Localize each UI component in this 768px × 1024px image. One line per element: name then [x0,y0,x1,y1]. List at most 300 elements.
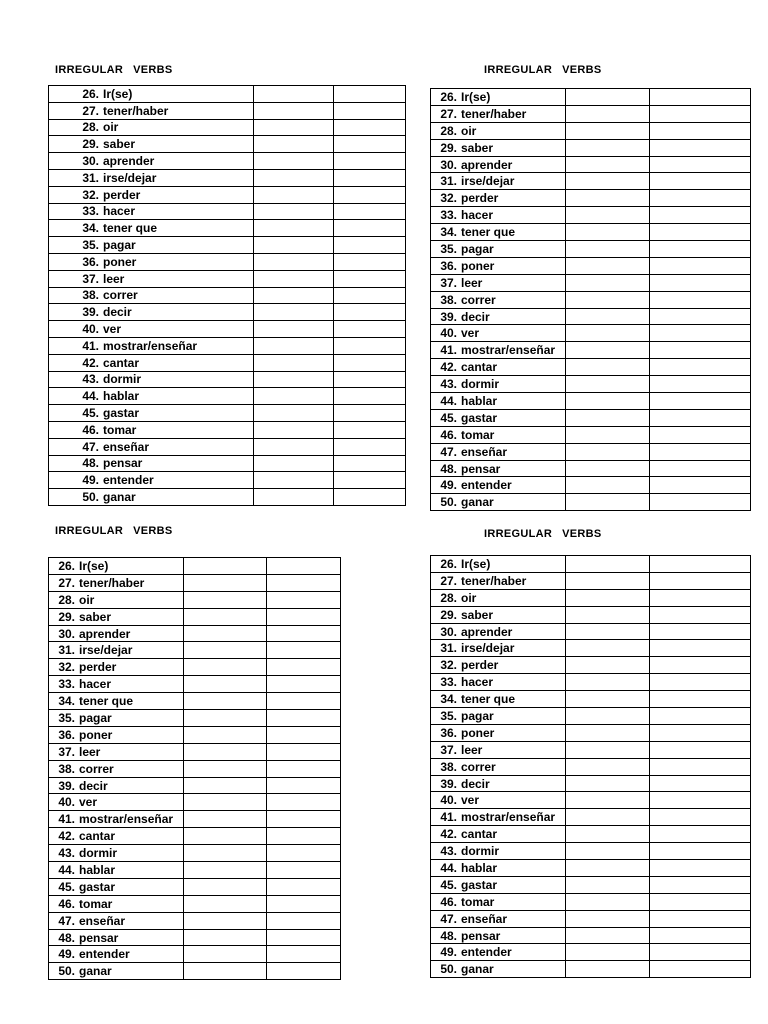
verb-label: decir [79,778,108,793]
verb-label: dormir [79,846,118,861]
verb-number: 41. [440,343,457,358]
answer-cell-2[interactable] [650,359,751,376]
answer-cell-2[interactable] [334,119,406,136]
answer-cell-1[interactable] [254,153,334,170]
answer-cell-1[interactable] [566,691,650,708]
verb-label: cantar [79,829,116,844]
answer-cell-1[interactable] [566,291,650,308]
answer-cell-2[interactable] [650,376,751,393]
verb-row [49,86,406,103]
answer-cell-2[interactable] [650,173,751,190]
answer-cell-2[interactable] [267,777,341,794]
verb-cell [431,477,566,494]
verb-cell [49,371,254,388]
verb-number: 36. [58,727,75,742]
answer-cell-1[interactable] [254,321,334,338]
answer-cell-2[interactable] [267,726,341,743]
verb-label: pensar [79,930,119,945]
answer-cell-2[interactable] [334,472,406,489]
verb-cell [49,574,184,591]
verb-row [431,241,751,258]
answer-cell-2[interactable] [334,169,406,186]
answer-cell-1[interactable] [184,676,267,693]
verb-row [49,220,406,237]
verb-number: 29. [82,137,99,152]
verb-label: leer [461,275,483,290]
answer-cell-1[interactable] [566,207,650,224]
answer-cell-1[interactable] [566,944,650,961]
answer-cell-2[interactable] [650,724,751,741]
answer-cell-2[interactable] [650,494,751,511]
verb-label: pensar [103,456,143,471]
answer-cell-2[interactable] [650,426,751,443]
answer-cell-2[interactable] [267,710,341,727]
answer-cell-1[interactable] [566,708,650,725]
verb-label: Ir(se) [79,558,109,573]
answer-cell-2[interactable] [334,489,406,506]
answer-cell-1[interactable] [184,591,267,608]
verb-label: saber [461,607,494,622]
answer-cell-1[interactable] [566,826,650,843]
answer-cell-1[interactable] [566,843,650,860]
answer-cell-1[interactable] [254,455,334,472]
verb-label: ver [79,795,98,810]
answer-cell-1[interactable] [566,105,650,122]
verb-number: 45. [440,877,457,892]
answer-cell-1[interactable] [184,929,267,946]
answer-cell-1[interactable] [566,775,650,792]
answer-cell-2[interactable] [650,640,751,657]
verb-label: mostrar/enseñar [461,343,556,358]
answer-cell-2[interactable] [650,809,751,826]
answer-cell-1[interactable] [184,558,267,575]
answer-cell-1[interactable] [254,203,334,220]
verb-cell [49,86,254,103]
answer-cell-1[interactable] [566,308,650,325]
answer-cell-1[interactable] [566,606,650,623]
answer-cell-2[interactable] [650,826,751,843]
answer-cell-1[interactable] [254,186,334,203]
answer-cell-2[interactable] [334,455,406,472]
verb-number: 40. [440,793,457,808]
answer-cell-2[interactable] [650,342,751,359]
answer-cell-1[interactable] [566,893,650,910]
answer-cell-1[interactable] [184,878,267,895]
verb-row [49,354,406,371]
verb-cell [49,169,254,186]
verb-label: decir [461,776,490,791]
answer-cell-1[interactable] [566,961,650,978]
answer-cell-1[interactable] [566,640,650,657]
verb-label: poner [461,258,495,273]
answer-cell-1[interactable] [566,173,650,190]
answer-cell-2[interactable] [334,253,406,270]
answer-cell-1[interactable] [566,860,650,877]
answer-cell-1[interactable] [184,608,267,625]
verb-label: gastar [103,406,140,421]
answer-cell-1[interactable] [566,623,650,640]
answer-cell-1[interactable] [254,438,334,455]
answer-cell-2[interactable] [334,270,406,287]
answer-cell-1[interactable] [254,136,334,153]
answer-cell-1[interactable] [184,642,267,659]
verb-cell [49,625,184,642]
answer-cell-1[interactable] [566,556,650,573]
answer-cell-2[interactable] [334,438,406,455]
answer-cell-1[interactable] [254,253,334,270]
verb-row [431,792,751,809]
verb-cell [49,287,254,304]
answer-cell-2[interactable] [334,337,406,354]
answer-cell-2[interactable] [267,946,341,963]
answer-cell-1[interactable] [184,659,267,676]
answer-cell-1[interactable] [566,325,650,342]
verb-row [431,426,751,443]
answer-cell-1[interactable] [566,426,650,443]
verb-row [49,472,406,489]
verb-number: 50. [82,490,99,505]
answer-cell-1[interactable] [566,910,650,927]
answer-cell-1[interactable] [184,794,267,811]
answer-cell-2[interactable] [650,792,751,809]
verb-number: 30. [58,626,75,641]
verb-number: 31. [440,174,457,189]
answer-cell-2[interactable] [334,321,406,338]
answer-cell-2[interactable] [334,136,406,153]
answer-cell-1[interactable] [566,758,650,775]
answer-cell-2[interactable] [650,89,751,106]
answer-cell-1[interactable] [254,304,334,321]
verb-label: gastar [461,877,498,892]
answer-cell-2[interactable] [650,893,751,910]
answer-cell-2[interactable] [650,572,751,589]
answer-cell-2[interactable] [650,139,751,156]
verb-cell [49,421,254,438]
verb-number: 37. [440,275,457,290]
answer-cell-2[interactable] [650,460,751,477]
answer-cell-2[interactable] [650,274,751,291]
answer-cell-1[interactable] [184,811,267,828]
answer-cell-1[interactable] [566,927,650,944]
verb-label: tomar [79,896,113,911]
answer-cell-2[interactable] [267,912,341,929]
answer-cell-1[interactable] [184,862,267,879]
answer-cell-1[interactable] [566,359,650,376]
answer-cell-2[interactable] [650,409,751,426]
answer-cell-1[interactable] [566,393,650,410]
answer-cell-2[interactable] [650,308,751,325]
verb-row [49,726,341,743]
answer-cell-1[interactable] [184,760,267,777]
answer-cell-2[interactable] [650,589,751,606]
answer-cell-2[interactable] [650,758,751,775]
verb-label: Ir(se) [461,89,491,104]
answer-cell-1[interactable] [566,876,650,893]
answer-cell-1[interactable] [566,809,650,826]
answer-cell-2[interactable] [650,623,751,640]
answer-cell-2[interactable] [650,207,751,224]
answer-cell-1[interactable] [184,625,267,642]
verb-number: 33. [58,677,75,692]
verb-number: 33. [82,204,99,219]
answer-cell-1[interactable] [566,657,650,674]
verb-number: 40. [440,326,457,341]
verb-row [49,777,341,794]
answer-cell-1[interactable] [254,472,334,489]
answer-cell-1[interactable] [254,371,334,388]
verb-label: correr [79,761,114,776]
verb-label: tener que [461,225,516,240]
answer-cell-2[interactable] [650,241,751,258]
answer-cell-2[interactable] [650,674,751,691]
verb-cell [49,558,184,575]
answer-cell-1[interactable] [566,494,650,511]
answer-cell-2[interactable] [650,708,751,725]
answer-cell-1[interactable] [566,589,650,606]
answer-cell-2[interactable] [267,642,341,659]
answer-cell-2[interactable] [650,190,751,207]
answer-cell-2[interactable] [334,371,406,388]
answer-cell-2[interactable] [650,961,751,978]
answer-cell-1[interactable] [254,119,334,136]
answer-cell-1[interactable] [254,405,334,422]
answer-cell-2[interactable] [334,237,406,254]
verb-number: 47. [58,913,75,928]
answer-cell-2[interactable] [334,86,406,103]
answer-cell-1[interactable] [566,741,650,758]
answer-cell-2[interactable] [334,304,406,321]
verb-row [431,741,751,758]
answer-cell-2[interactable] [267,794,341,811]
answer-cell-2[interactable] [267,929,341,946]
verb-label: hablar [461,860,498,875]
answer-cell-2[interactable] [267,845,341,862]
verb-cell [431,961,566,978]
answer-cell-1[interactable] [184,743,267,760]
verb-row [49,659,341,676]
answer-cell-1[interactable] [254,237,334,254]
answer-cell-2[interactable] [267,676,341,693]
answer-cell-1[interactable] [184,777,267,794]
verb-row [49,946,341,963]
answer-cell-1[interactable] [566,376,650,393]
verb-label: oir [103,120,119,135]
answer-cell-2[interactable] [650,927,751,944]
verb-row [431,443,751,460]
answer-cell-2[interactable] [650,122,751,139]
answer-cell-2[interactable] [267,862,341,879]
verb-number: 39. [58,778,75,793]
answer-cell-2[interactable] [334,287,406,304]
answer-cell-1[interactable] [566,89,650,106]
answer-cell-2[interactable] [650,443,751,460]
answer-cell-1[interactable] [254,354,334,371]
verb-number: 47. [440,911,457,926]
answer-cell-1[interactable] [184,574,267,591]
verb-row [431,691,751,708]
answer-cell-1[interactable] [254,102,334,119]
verb-label: correr [461,759,496,774]
answer-cell-2[interactable] [334,220,406,237]
answer-cell-1[interactable] [566,792,650,809]
answer-cell-1[interactable] [566,724,650,741]
answer-cell-2[interactable] [334,102,406,119]
answer-cell-2[interactable] [334,354,406,371]
answer-cell-1[interactable] [566,477,650,494]
verb-label: ganar [103,490,136,505]
verb-label: poner [103,254,137,269]
answer-cell-2[interactable] [334,388,406,405]
answer-cell-1[interactable] [254,421,334,438]
answer-cell-2[interactable] [267,591,341,608]
answer-cell-2[interactable] [267,895,341,912]
answer-cell-2[interactable] [267,760,341,777]
answer-cell-2[interactable] [650,156,751,173]
answer-cell-1[interactable] [254,169,334,186]
verb-number: 27. [58,575,75,590]
verb-label: hacer [103,204,136,219]
answer-cell-1[interactable] [566,674,650,691]
answer-cell-2[interactable] [650,691,751,708]
answer-cell-1[interactable] [566,122,650,139]
verb-label: tener/haber [103,103,169,118]
verb-label: tener que [79,694,134,709]
answer-cell-1[interactable] [566,409,650,426]
answer-cell-1[interactable] [184,726,267,743]
answer-cell-1[interactable] [566,224,650,241]
answer-cell-1[interactable] [184,946,267,963]
verb-cell [49,203,254,220]
answer-cell-1[interactable] [566,460,650,477]
answer-cell-2[interactable] [650,843,751,860]
verb-number: 36. [82,254,99,269]
answer-cell-2[interactable] [267,659,341,676]
verb-number: 28. [82,120,99,135]
verb-cell [49,912,184,929]
verb-number: 28. [58,592,75,607]
answer-cell-1[interactable] [566,156,650,173]
answer-cell-1[interactable] [184,693,267,710]
verb-row [49,828,341,845]
answer-cell-1[interactable] [254,287,334,304]
verb-cell [49,405,254,422]
answer-cell-2[interactable] [267,625,341,642]
verb-label: gastar [461,410,498,425]
verb-number: 50. [440,962,457,977]
verb-number: 29. [58,609,75,624]
answer-cell-2[interactable] [650,741,751,758]
answer-cell-2[interactable] [267,963,341,980]
verb-number: 34. [440,692,457,707]
verb-number: 49. [440,945,457,960]
answer-cell-2[interactable] [650,910,751,927]
answer-cell-2[interactable] [334,153,406,170]
verb-cell [49,862,184,879]
verb-number: 35. [58,710,75,725]
answer-cell-2[interactable] [267,811,341,828]
verb-number: 33. [440,208,457,223]
verb-number: 48. [440,461,457,476]
answer-cell-1[interactable] [566,190,650,207]
answer-cell-2[interactable] [650,224,751,241]
verb-row [49,304,406,321]
answer-cell-2[interactable] [650,477,751,494]
verb-row [431,139,751,156]
answer-cell-1[interactable] [254,337,334,354]
answer-cell-2[interactable] [650,257,751,274]
answer-cell-2[interactable] [334,203,406,220]
answer-cell-2[interactable] [650,876,751,893]
answer-cell-2[interactable] [267,608,341,625]
answer-cell-2[interactable] [650,105,751,122]
answer-cell-2[interactable] [267,878,341,895]
answer-cell-2[interactable] [267,743,341,760]
answer-cell-2[interactable] [267,558,341,575]
verb-label: ganar [79,964,112,979]
answer-cell-2[interactable] [267,693,341,710]
verb-row [49,169,406,186]
verb-number: 47. [82,439,99,454]
answer-cell-1[interactable] [184,912,267,929]
answer-cell-2[interactable] [650,606,751,623]
answer-cell-1[interactable] [184,895,267,912]
answer-cell-1[interactable] [184,710,267,727]
verb-label: hablar [461,393,498,408]
answer-cell-2[interactable] [334,405,406,422]
answer-cell-1[interactable] [184,845,267,862]
answer-cell-2[interactable] [650,860,751,877]
answer-cell-2[interactable] [650,775,751,792]
answer-cell-1[interactable] [566,274,650,291]
answer-cell-2[interactable] [267,828,341,845]
answer-cell-1[interactable] [254,270,334,287]
answer-cell-2[interactable] [650,556,751,573]
answer-cell-1[interactable] [566,257,650,274]
verb-row [431,775,751,792]
answer-cell-1[interactable] [254,86,334,103]
verb-label: gastar [79,879,116,894]
answer-cell-2[interactable] [334,186,406,203]
answer-cell-2[interactable] [650,291,751,308]
verb-cell [49,777,184,794]
answer-cell-2[interactable] [334,421,406,438]
answer-cell-2[interactable] [650,325,751,342]
answer-cell-1[interactable] [566,139,650,156]
answer-cell-2[interactable] [650,657,751,674]
answer-cell-1[interactable] [566,241,650,258]
answer-cell-1[interactable] [184,828,267,845]
answer-cell-1[interactable] [566,443,650,460]
verb-number: 43. [58,846,75,861]
answer-cell-1[interactable] [566,342,650,359]
verb-number: 27. [440,106,457,121]
answer-cell-1[interactable] [254,489,334,506]
verb-row [49,270,406,287]
answer-cell-1[interactable] [254,388,334,405]
answer-cell-2[interactable] [267,574,341,591]
answer-cell-2[interactable] [650,944,751,961]
answer-cell-1[interactable] [184,963,267,980]
verb-row [431,724,751,741]
verb-row [431,274,751,291]
answer-cell-1[interactable] [566,572,650,589]
answer-cell-2[interactable] [650,393,751,410]
verb-row [431,606,751,623]
answer-cell-1[interactable] [254,220,334,237]
verb-row [49,237,406,254]
verb-row [49,405,406,422]
verb-cell [49,119,254,136]
